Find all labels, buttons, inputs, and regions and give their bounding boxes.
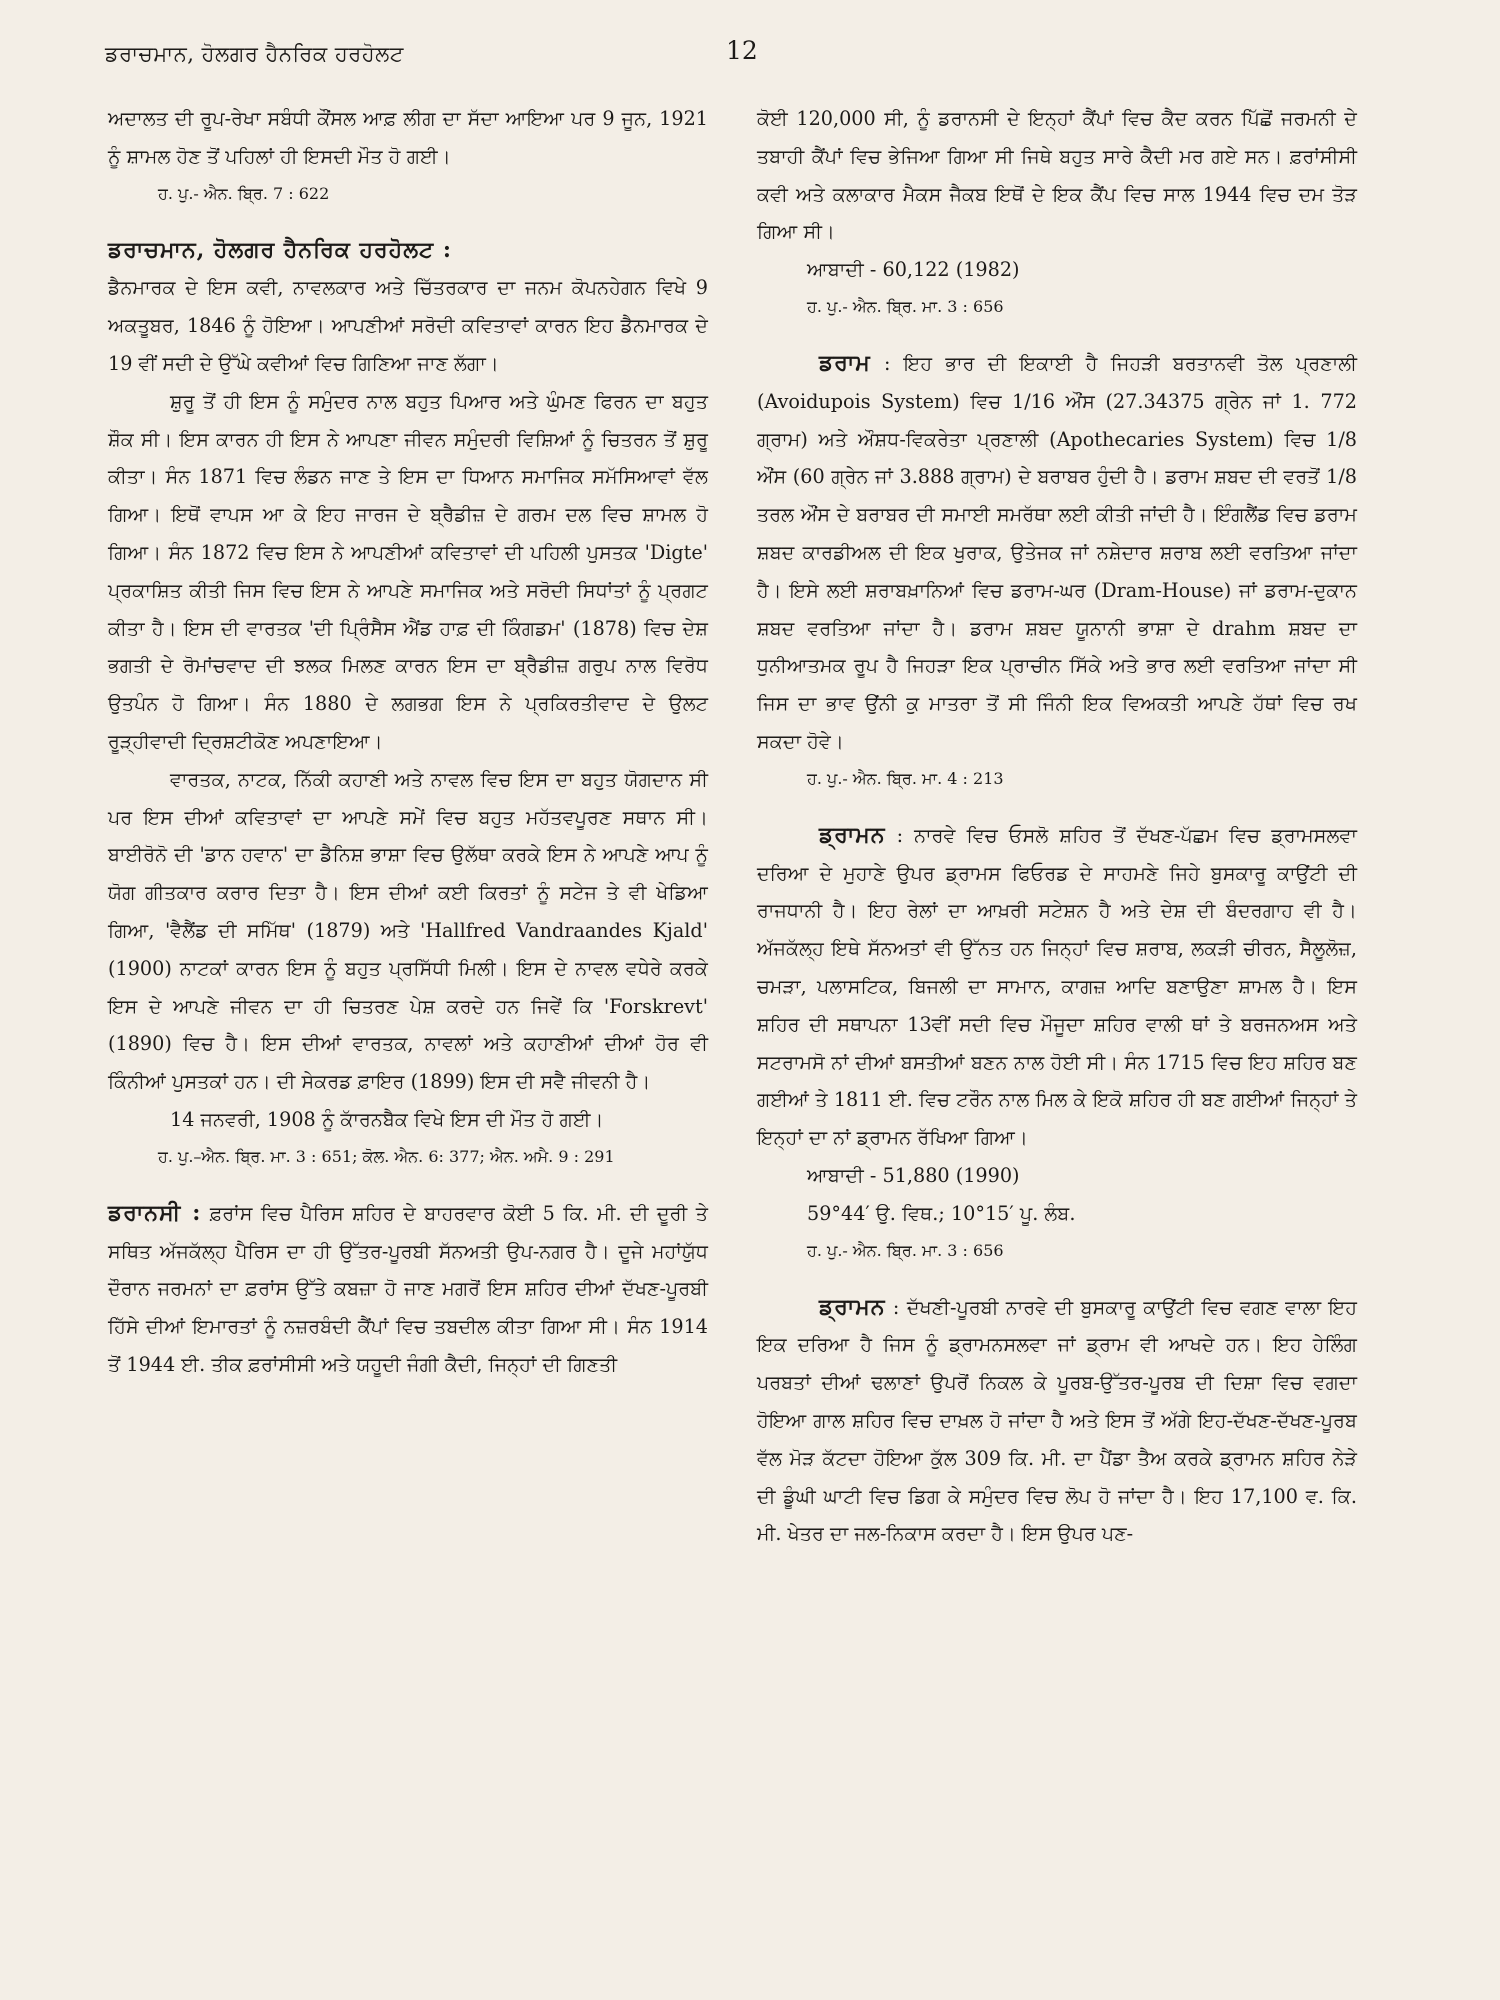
entry-drammen-city [757,817,1357,1157]
reference: ਹ. ਪੁ.- ਐਨ. ਬ੍ਰਿ. ਮਾ. 3 : 656 [807,296,1004,316]
paragraph: ਫ਼ਰਾਂਸ ਵਿਚ ਪੈਰਿਸ ਸ਼ਹਿਰ ਦੇ ਬਾਹਰਵਾਰ ਕੋਈ 5 ਕਿ. ਮੀ. ਦੀ ਦੂਰੀ ਤੇ ਸਥਿਤ ਅੱਜਕੱਲ੍ਹ ਪੈਰਿਸ ਦਾ ਹੀ ਉੱਤਰ-ਪੂਰਬੀ ਸੱਨਅਤੀ ਉਪ-ਨਗਰ ਹੈ। ਦੂਜੇ ਮਹਾਂਯੁੱਧ ਦੌਰਾਨ ਜਰਮਨਾਂ ਦਾ ਫ਼ਰਾਂਸ ਉੱਤੇ ਕਬਜ਼ਾ ਹੋ ਜਾਣ ਮਗਰੋਂ ਇਸ ਸ਼ਹਿਰ ਦੀਆਂ ਦੱਖਣ-ਪੂਰਬੀ ਹਿੱਸੇ ਦੀਆਂ ਇਮਾਰਤਾਂ ਨੂੰ ਨਜ਼ਰਬੰਦੀ ਕੈਂਪਾਂ ਵਿਚ ਤਬਦੀਲ ਕੀਤਾ ਗਿਆ ਸੀ। ਸੰਨ 1914 ਤੋਂ 1944 ਈ. ਤੀਕ ਫ਼ਰਾਂਸੀਸੀ ਅਤੇ ਯਹੂਦੀ ਜੰਗੀ ਕੈਦੀ, ਜਿਨ੍ਹਾਂ ਦੀ ਗਿਣਤੀ [108,1201,708,1376]
headword: ਡਰਾਮ [819,349,871,376]
population: ਆਬਾਦੀ - 51,880 (1990) [807,1163,1020,1187]
headword: ਡਰਾਚਮਾਨ, ਹੋਲਗਰ ਹੈਨਰਿਕ ਹਰਹੋਲਟ : [108,236,452,263]
paragraph: ਸ਼ੁਰੂ ਤੋਂ ਹੀ ਇਸ ਨੂੰ ਸਮੁੰਦਰ ਨਾਲ ਬਹੁਤ ਪਿਆਰ ਅਤੇ ਘੁੰਮਣ ਫਿਰਨ ਦਾ ਬਹੁਤ ਸ਼ੌਕ ਸੀ। ਇਸ ਕਾਰਨ ਹੀ ਇਸ ਨੇ ਆਪਣਾ ਜੀਵਨ ਸਮੁੰਦਰੀ ਵਿਸ਼ਿਆਂ ਨੂੰ ਚਿਤਰਨ ਤੋਂ ਸ਼ੁਰੂ ਕੀਤਾ। ਸੰਨ 1871 ਵਿਚ ਲੰਡਨ ਜਾਣ ਤੇ ਇਸ ਦਾ ਧਿਆਨ ਸਮਾਜਿਕ ਸਮੱਸਿਆਵਾਂ ਵੱਲ ਗਿਆ। ਇਥੋਂ ਵਾਪਸ ਆ ਕੇ ਇਹ ਜਾਰਜ ਦੇ ਬ੍ਰੈਡੀਜ਼ ਦੇ ਗਰਮ ਦਲ ਵਿਚ ਸ਼ਾਮਲ ਹੋ ਗਿਆ। ਸੰਨ 1872 ਵਿਚ ਇਸ ਨੇ ਆਪਣੀਆਂ ਕਵਿਤਾਵਾਂ ਦੀ ਪਹਿਲੀ ਪੁਸਤਕ 'Digte' ਪ੍ਰਕਾਸ਼ਿਤ ਕੀਤੀ ਜਿਸ ਵਿਚ ਇਸ ਨੇ ਆਪਣੇ ਸਮਾਜਿਕ ਅਤੇ ਸਰੋਦੀ ਸਿਧਾਂਤਾਂ ਨੂੰ ਪ੍ਰਗਟ ਕੀਤਾ ਹੈ। ਇਸ ਦੀ ਵਾਰਤਕ 'ਦੀ ਪ੍ਰਿੰਸੈਸ ਐਂਡ ਹਾਫ਼ ਦੀ ਕਿੰਗਡਮ' (1878) ਵਿਚ ਦੇਸ਼ ਭਗਤੀ ਦੇ ਰੋਮਾਂਚਵਾਦ ਦੀ ਝਲਕ ਮਿਲਣ ਕਾਰਨ ਇਸ ਦਾ ਬ੍ਰੈਡੀਜ਼ ਗਰੁਪ ਨਾਲ ਵਿਰੋਧ ਉਤਪੰਨ ਹੋ ਗਿਆ। ਸੰਨ 1880 ਦੇ ਲਗਭਗ ਇਸ ਨੇ ਪ੍ਰਕਿਰਤੀਵਾਦ ਦੇ ਉਲਟ ਰੂੜ੍ਹੀਵਾਦੀ ਦ੍ਰਿਸ਼ਟੀਕੋਣ ਅਪਣਾਇਆ। [108,389,708,753]
paragraph: ਵਾਰਤਕ, ਨਾਟਕ, ਨਿੱਕੀ ਕਹਾਣੀ ਅਤੇ ਨਾਵਲ ਵਿਚ ਇਸ ਦਾ ਬਹੁਤ ਯੋਗਦਾਨ ਸੀ ਪਰ ਇਸ ਦੀਆਂ ਕਵਿਤਾਵਾਂ ਦਾ ਆਪਣੇ ਸਮੇਂ ਵਿਚ ਬਹੁਤ ਮਹੱਤਵਪੂਰਣ ਸਥਾਨ ਸੀ। ਬਾਈਰੋਨੋ ਦੀ 'ਡਾਨ ਹਵਾਨ' ਦਾ ਡੈਨਿਸ਼ ਭਾਸ਼ਾ ਵਿਚ ਉਲੱਥਾ ਕਰਕੇ ਇਸ ਨੇ ਆਪਣੇ ਆਪ ਨੂੰ ਯੋਗ ਗੀਤਕਾਰ ਕਰਾਰ ਦਿਤਾ ਹੈ। ਇਸ ਦੀਆਂ ਕਈ ਕਿਰਤਾਂ ਨੂੰ ਸਟੇਜ ਤੇ ਵੀ ਖੇਡਿਆ ਗਿਆ, 'ਵੈਲੈਂਡ ਦੀ ਸਮਿੱਥ' (1879) ਅਤੇ 'Hallfred Vandraandes Kjald' (1900) ਨਾਟਕਾਂ ਕਾਰਨ ਇਸ ਨੂੰ ਬਹੁਤ ਪ੍ਰਸਿੱਧੀ ਮਿਲੀ। ਇਸ ਦੇ ਨਾਵਲ ਵਧੇਰੇ ਕਰਕੇ ਇਸ ਦੇ ਆਪਣੇ ਜੀਵਨ ਦਾ ਹੀ ਚਿਤਰਣ ਪੇਸ਼ ਕਰਦੇ ਹਨ ਜਿਵੇਂ ਕਿ 'Forskrevt' (1890) ਵਿਚ ਹੈ। ਇਸ ਦੀਆਂ ਵਾਰਤਕ, ਨਾਵਲਾਂ ਅਤੇ ਕਹਾਣੀਆਂ ਦੀਆਂ ਹੋਰ ਵੀ ਕਿੰਨੀਆਂ ਪੁਸਤਕਾਂ ਹਨ। ਦੀ ਸੇਕਰਡ ਫ਼ਾਇਰ (1899) ਇਸ ਦੀ ਸਵੈ ਜੀਵਨੀ ਹੈ। [108,767,709,1094]
paragraph: : ਇਹ ਭਾਰ ਦੀ ਇਕਾਈ ਹੈ ਜਿਹੜੀ ਬਰਤਾਨਵੀ ਤੋਲ ਪ੍ਰਣਾਲੀ (Avoidupois System) ਵਿਚ 1/16 ਔਂਸ (27.34375 ਗ੍ਰੇਨ ਜਾਂ 1. 772 ਗ੍ਰਾਮ) ਅਤੇ ਔਸ਼ਧ-ਵਿਕਰੇਤਾ ਪ੍ਰਣਾਲੀ (Apothecaries System) ਵਿਚ 1/8 ਔਂਸ (60 ਗ੍ਰੇਨ ਜਾਂ 3.888 ਗ੍ਰਾਮ) ਦੇ ਬਰਾਬਰ ਹੁੰਦੀ ਹੈ। ਡਰਾਮ ਸ਼ਬਦ ਦੀ ਵਰਤੋਂ 1/8 ਤਰਲ ਔਂਸ ਦੇ ਬਰਾਬਰ ਦੀ ਸਮਾਈ ਸਮਰੱਥਾ ਲਈ ਕੀਤੀ ਜਾਂਦੀ ਹੈ। ਇੰਗਲੈਂਡ ਵਿਚ ਡਰਾਮ ਸ਼ਬਦ ਕਾਰਡੀਅਲ ਦੀ ਇਕ ਖੁਰਾਕ, ਉਤੇਜਕ ਜਾਂ ਨਸ਼ੇਦਾਰ ਸ਼ਰਾਬ ਲਈ ਵਰਤਿਆ ਜਾਂਦਾ ਹੈ। ਇਸੇ ਲਈ ਸ਼ਰਾਬਖ਼ਾਨਿਆਂ ਵਿਚ ਡਰਾਮ-ਘਰ (Dram-House) ਜਾਂ ਡਰਾਮ-ਦੁਕਾਨ ਸ਼ਬਦ ਵਰਤਿਆ ਜਾਂਦਾ ਹੈ। ਡਰਾਮ ਸ਼ਬਦ ਯੂਨਾਨੀ ਭਾਸ਼ਾ ਦੇ drahm ਸ਼ਬਦ ਦਾ ਧੁਨੀਆਤਮਕ ਰੂਪ ਹੈ ਜਿਹੜਾ ਇਕ ਪ੍ਰਾਚੀਨ ਸਿੱਕੇ ਅਤੇ ਭਾਰ ਲਈ ਵਰਤਿਆ ਜਾਂਦਾ ਸੀ ਜਿਸ ਦਾ ਭਾਵ ਉਂਨੀ ਕੁ ਮਾਤਰਾ ਤੋਂ ਸੀ ਜਿੰਨੀ ਇਕ ਵਿਅਕਤੀ ਆਪਣੇ ਹੱਥਾਂ ਵਿਚ ਰਖ ਸਕਦਾ ਹੋਵੇ। [757,351,1357,753]
paragraph: ਡੈਨਮਾਰਕ ਦੇ ਇਸ ਕਵੀ, ਨਾਵਲਕਾਰ ਅਤੇ ਚਿੱਤਰਕਾਰ ਦਾ ਜਨਮ ਕੋਪਨਹੇਗਨ ਵਿਖੇ 9 ਅਕਤੂਬਰ, 1846 ਨੂੰ ਹੋਇਆ। ਆਪਣੀਆਂ ਸਰੋਦੀ ਕਵਿਤਾਵਾਂ ਕਾਰਨ ਇਹ ਡੈਨਮਾਰਕ ਦੇ 19 ਵੀਂ ਸਦੀ ਦੇ ਉੱਘੇ ਕਵੀਆਂ ਵਿਚ ਗਿਣਿਆ ਜਾਣ ਲੱਗਾ। [108,276,708,375]
reference: ਹ. ਪੁ.–ਐਨ. ਬ੍ਰਿ. ਮਾ. 3 : 651; ਕੋਲ. ਐਨ. 6: 377; ਐਨ. ਅਮੈ. 9 : 291 [158,1146,615,1166]
paragraph: : ਦੱਖਣੀ-ਪੂਰਬੀ ਨਾਰਵੇ ਦੀ ਬੁਸਕਾਰੂ ਕਾਉਂਟੀ ਵਿਚ ਵਗਣ ਵਾਲਾ ਇਹ ਇਕ ਦਰਿਆ ਹੈ ਜਿਸ ਨੂੰ ਡ੍ਰਾਮਨਸਲਵਾ ਜਾਂ ਡ੍ਰਾਮ ਵੀ ਆਖਦੇ ਹਨ। ਇਹ ਹੇਲਿੰਗ ਪਰਬਤਾਂ ਦੀਆਂ ਢਲਾਣਾਂ ਉਪਰੋਂ ਨਿਕਲ ਕੇ ਪੂਰਬ-ਉੱਤਰ-ਪੂਰਬ ਦੀ ਦਿਸ਼ਾ ਵਿਚ ਵਗਦਾ ਹੋਇਆ ਗਾਲ ਸ਼ਹਿਰ ਵਿਚ ਦਾਖ਼ਲ ਹੋ ਜਾਂਦਾ ਹੈ ਅਤੇ ਇਸ ਤੋਂ ਅੱਗੇ ਇਹ-ਦੱਖਣ-ਦੱਖਣ-ਪੂਰਬ ਵੱਲ ਮੋੜ ਕੱਟਦਾ ਹੋਇਆ ਕੁੱਲ 309 ਕਿ. ਮੀ. ਦਾ ਪੈਂਡਾ ਤੈਅ ਕਰਕੇ ਡ੍ਰਾਮਨ ਸ਼ਹਿਰ ਨੇੜੇ ਦੀ ਡੂੰਘੀ ਘਾਟੀ ਵਿਚ ਡਿਗ ਕੇ ਸਮੁੰਦਰ ਵਿਚ ਲੋਪ ਹੋ ਜਾਂਦਾ ਹੈ। ਇਹ 17,100 ਵ. ਕਿ. ਮੀ. ਖੇਤਰ ਦਾ ਜਲ-ਨਿਕਾਸ ਕਰਦਾ ਹੈ। ਇਸ ਉਪਰ ਪਣ- [757,1295,1357,1546]
headword: ਡਰਾਨਸੀ : [108,1199,202,1226]
continued-text: ਅਦਾਲਤ ਦੀ ਰੂਪ-ਰੇਖਾ ਸਬੰਧੀ ਕੌਂਸਲ ਆਫ਼ ਲੀਗ ਦਾ ਸੱਦਾ ਆਇਆ ਪਰ 9 ਜੂਨ, 1921 ਨੂੰ ਸ਼ਾਮਲ ਹੋਣ ਤੋਂ ਪਹਿਲਾਂ ਹੀ ਇਸਦੀ ਮੌਤ ਹੋ ਗਈ। [108,107,708,168]
entry-drammen-river [757,1289,1357,1554]
running-head: ਡਰਾਚਮਾਨ, ਹੋਲਗਰ ਹੈਨਰਿਕ ਹਰਹੋਲਟ [105,42,404,66]
page-number: 12 [726,36,758,65]
reference: ਹ. ਪੁ.- ਐਨ. ਬ੍ਰਿ. 7 : 622 [158,183,330,203]
headword: ਡ੍ਰਾਮਨ [819,1293,886,1320]
paragraph: : ਨਾਰਵੇ ਵਿਚ ਓਸਲੋ ਸ਼ਹਿਰ ਤੋਂ ਦੱਖਣ-ਪੱਛਮ ਵਿਚ ਡ੍ਰਾਮਸਲਵਾ ਦਰਿਆ ਦੇ ਮੁਹਾਣੇ ਉਪਰ ਡ੍ਰਾਮਸ ਫਿਓਰਡ ਦੇ ਸਾਹਮਣੇ ਜਿਹੇ ਬੁਸਕਾਰੂ ਕਾਉਂਟੀ ਦੀ ਰਾਜਧਾਨੀ ਹੈ। ਇਹ ਰੇਲਾਂ ਦਾ ਆਖ਼ਰੀ ਸਟੇਸ਼ਨ ਹੈ ਅਤੇ ਦੇਸ਼ ਦੀ ਬੰਦਰਗਾਹ ਵੀ ਹੈ। ਅੱਜਕੱਲ੍ਹ ਇਥੇ ਸੱਨਅਤਾਂ ਵੀ ਉੱਨਤ ਹਨ ਜਿਨ੍ਹਾਂ ਵਿਚ ਸ਼ਰਾਬ, ਲਕੜੀ ਚੀਰਨ, ਸੈਲੂਲੋਜ਼, ਚਮੜਾ, ਪਲਾਸਟਿਕ, ਬਿਜਲੀ ਦਾ ਸਾਮਾਨ, ਕਾਗਜ਼ ਆਦਿ ਬਣਾਉਣਾ ਸ਼ਾਮਲ ਹੈ। ਇਸ ਸ਼ਹਿਰ ਦੀ ਸਥਾਪਨਾ 13ਵੀਂ ਸਦੀ ਵਿਚ ਮੌਜੂਦਾ ਸ਼ਹਿਰ ਵਾਲੀ ਥਾਂ ਤੇ ਬਰਜਨਅਸ ਅਤੇ ਸਟਰਾਮਸੋ ਨਾਂ ਦੀਆਂ ਬਸਤੀਆਂ ਬਣਨ ਨਾਲ ਹੋਈ ਸੀ। ਸੰਨ 1715 ਵਿਚ ਇਹ ਸ਼ਹਿਰ ਬਣ ਗਈਆਂ ਤੇ 1811 ਈ. ਵਿਚ ਟਰੌਨ ਨਾਲ ਮਿਲ ਕੇ ਇਕੋ ਸ਼ਹਿਰ ਹੀ ਬਣ ਗਈਆਂ ਜਿਨ੍ਹਾਂ ਤੇ ਇਨ੍ਹਾਂ ਦਾ ਨਾਂ ਡ੍ਰਾਮਨ ਰੱਖਿਆ ਗਿਆ। [757,823,1358,1150]
left-column [108,100,708,1384]
continued-text: ਕੋਈ 120,000 ਸੀ, ਨੂੰ ਡਰਾਨਸੀ ਦੇ ਇਨ੍ਹਾਂ ਕੈਂਪਾਂ ਵਿਚ ਕੈਦ ਕਰਨ ਪਿੱਛੋਂ ਜਰਮਨੀ ਦੇ ਤਬਾਹੀ ਕੈਂਪਾਂ ਵਿਚ ਭੇਜਿਆ ਗਿਆ ਸੀ ਜਿਥੇ ਬਹੁਤ ਸਾਰੇ ਕੈਦੀ ਮਰ ਗਏ ਸਨ। ਫ਼ਰਾਂਸੀਸੀ ਕਵੀ ਅਤੇ ਕਲਾਕਾਰ ਮੈਕਸ ਜੈਕਬ ਇਥੋਂ ਦੇ ਇਕ ਕੈਂਪ ਵਿਚ ਸਾਲ 1944 ਵਿਚ ਦਮ ਤੋੜ ਗਿਆ ਸੀ। [757,107,1357,244]
entry-drancy [108,1195,708,1384]
entry-dram [757,345,1357,761]
reference: ਹ. ਪੁ.- ਐਨ. ਬ੍ਰਿ. ਮਾ. 4 : 213 [807,768,1004,788]
coordinates: 59°44′ ਉ. ਵਿਥ.; 10°15′ ਪੂ. ਲੰਬ. [807,1201,1076,1225]
population: ਆਬਾਦੀ - 60,122 (1982) [807,258,1020,282]
paragraph: 14 ਜਨਵਰੀ, 1908 ਨੂੰ ਕਾੱਰਨਬੈਕ ਵਿਖੇ ਇਸ ਦੀ ਮੌਤ ਹੋ ਗਈ। [170,1107,604,1131]
entry-drachmann [108,232,708,270]
right-column [757,100,1357,1553]
reference: ਹ. ਪੁ.- ਐਨ. ਬ੍ਰਿ. ਮਾ. 3 : 656 [807,1240,1004,1260]
headword: ਡ੍ਰਾਮਨ [819,821,886,848]
